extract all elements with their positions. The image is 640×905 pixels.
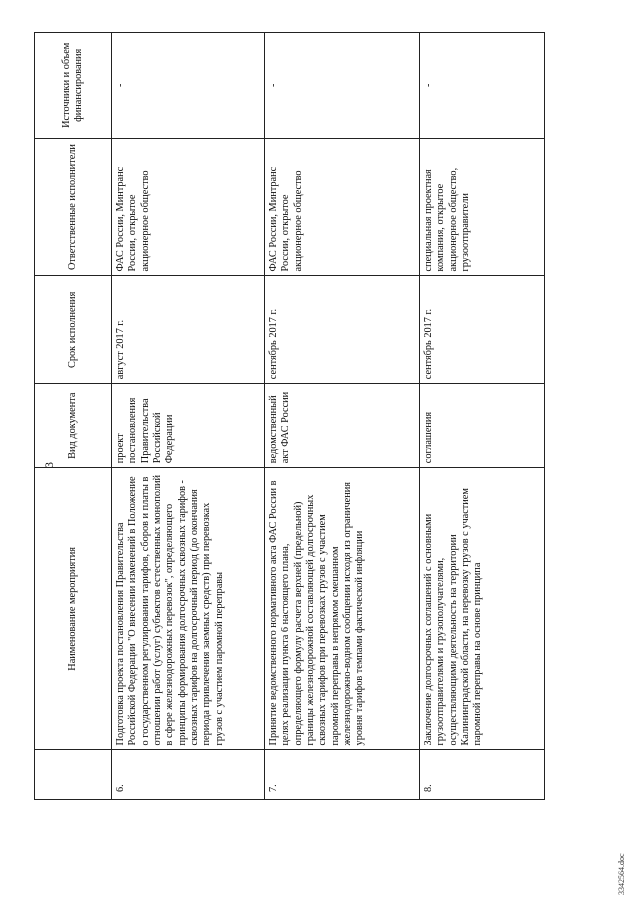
row-number: 7. bbox=[265, 750, 420, 800]
header-name: Наименование мероприятия bbox=[35, 468, 112, 750]
row-name: Подготовка проекта постановления Правительства Российской Федерации "О внесении изменений в Положение о государственном регулировании тарифов, сборов и платы в отношении работ (услуг) субъектов естественных монополий в сфере железнодорожных перевозок", определяющего принципы формирования долгосрочных сквозных тарифов - сквозных тарифов на долгосрочный период (до окончания периода привлечения заемных средств) при перевозках грузов с участием паромной переправы bbox=[112, 468, 265, 750]
table-row bbox=[265, 33, 420, 800]
table-row bbox=[420, 33, 545, 800]
row-responsible: ФАС России, Минтранс России, открытое акционерное общество bbox=[112, 138, 265, 276]
row-responsible: ФАС России, Минтранс России, открытое акционерное общество bbox=[265, 138, 420, 276]
header-deadline: Срок исполнения bbox=[35, 276, 112, 384]
row-number: 8. bbox=[420, 750, 545, 800]
table-row bbox=[112, 33, 265, 800]
header-doc-type: Вид документа bbox=[35, 384, 112, 468]
row-name: Заключение долгосрочных соглашений с основными грузоотправителями и грузополучателями, осуществляющими деятельность на территории Калининградской области, на перевозку грузов с участием паромной переправы на основе принципа bbox=[420, 468, 545, 750]
row-doc-type: ведомственный акт ФАС России bbox=[265, 384, 420, 468]
document-code: 3342564.doc bbox=[617, 853, 626, 895]
row-number: 6. bbox=[112, 750, 265, 800]
action-plan-table bbox=[34, 32, 545, 800]
row-responsible: специальная проектная компания, открытое акционерное общество, грузоотправители bbox=[420, 138, 545, 276]
row-name: Принятие ведомственного нормативного акта ФАС России в целях реализации пункта 6 настоящего плана, определяющего формулу расчета верхней (предельной) границы железнодорожной составляющей долгосрочных сквозных тарифов при перевозках грузов с участием паромной переправы в непрямом смешанном железнодорожно-водном сообщении исходя из ограничения уровня тарифов темпами фактической инфляции bbox=[265, 468, 420, 750]
row-deadline: август 2017 г. bbox=[112, 276, 265, 384]
row-deadline: сентябрь 2017 г. bbox=[420, 276, 545, 384]
row-doc-type: соглашения bbox=[420, 384, 545, 468]
row-funding: - bbox=[420, 33, 545, 139]
row-doc-type: проект постановления Правительства Российской Федерации bbox=[112, 384, 265, 468]
header-funding: Источники и объем финансирования bbox=[35, 33, 112, 139]
header-responsible: Ответственные исполнители bbox=[35, 138, 112, 276]
page-number: 3 bbox=[42, 462, 56, 468]
table-header-row bbox=[35, 33, 112, 800]
row-funding: - bbox=[265, 33, 420, 139]
row-funding: - bbox=[112, 33, 265, 139]
header-number bbox=[35, 750, 112, 800]
row-deadline: сентябрь 2017 г. bbox=[265, 276, 420, 384]
